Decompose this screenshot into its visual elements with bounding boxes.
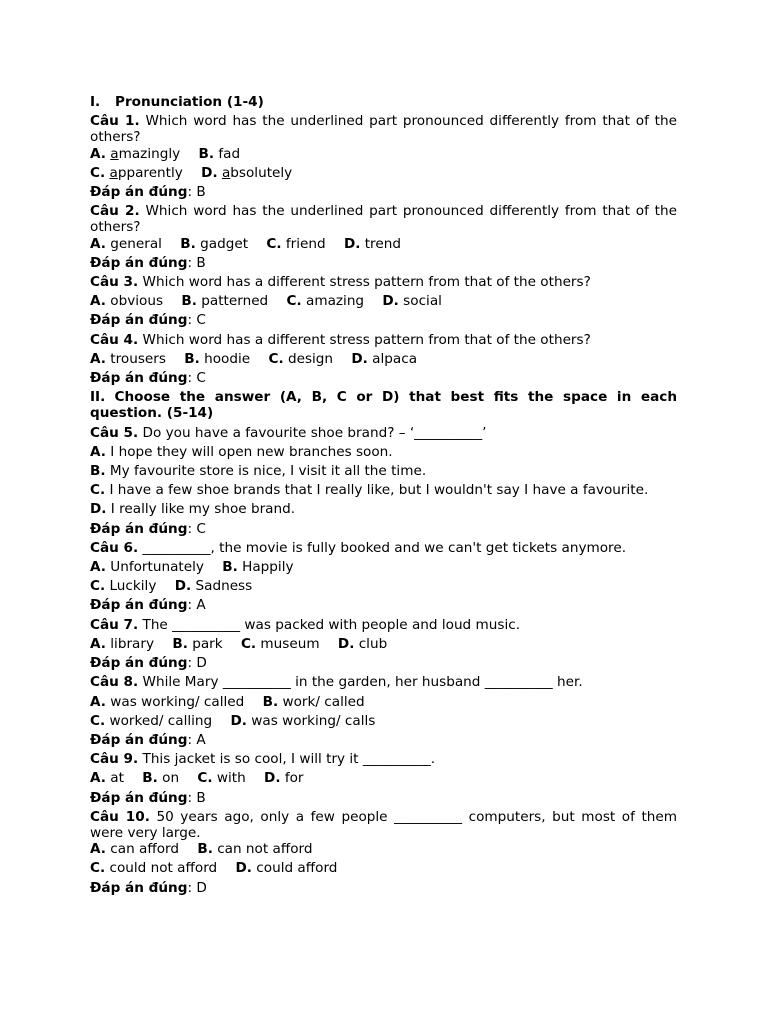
question-10 xyxy=(90,809,677,841)
document-page xyxy=(90,94,677,899)
option-a: A. can afford xyxy=(90,841,179,858)
question-9 xyxy=(90,751,677,767)
question-text: This jacket is so cool, I will try it __________. xyxy=(142,751,436,768)
section-heading-1 xyxy=(90,94,677,110)
option-a: A. library xyxy=(90,635,155,652)
answer-value: : A xyxy=(187,731,206,748)
question-6 xyxy=(90,540,677,556)
answer-line xyxy=(90,370,677,386)
options-row xyxy=(90,236,677,252)
option-c: C. museum xyxy=(240,635,320,652)
options-row xyxy=(90,860,677,876)
section-title: Pronunciation (1-4) xyxy=(115,94,264,110)
option-a: A. amazingly xyxy=(90,145,181,162)
question-label: Câu 1. xyxy=(90,113,140,130)
options-row xyxy=(90,146,677,162)
answer-line xyxy=(90,732,677,748)
option-b: B. can not afford xyxy=(197,841,313,858)
question-text: Which word has a different stress pattern from that of the others? xyxy=(142,274,591,291)
question-label: Câu 2. xyxy=(90,203,140,220)
option-d: D. could afford xyxy=(235,860,338,877)
answer-label: Đáp án đúng xyxy=(90,789,188,806)
options-row xyxy=(90,694,677,710)
answer-value: : A xyxy=(187,597,206,614)
question-text: __________, the movie is fully booked and we can't get tickets anymore. xyxy=(142,539,627,556)
option-b: B. park xyxy=(172,635,223,652)
answer-label: Đáp án đúng xyxy=(90,312,188,329)
answer-label: Đáp án đúng xyxy=(90,184,188,201)
option-d: D. was working/ calls xyxy=(230,712,376,729)
options-row xyxy=(90,559,677,575)
option-a: A. at xyxy=(90,770,124,787)
answer-label: Đáp án đúng xyxy=(90,879,188,896)
underlined-part: a xyxy=(109,164,118,181)
question-label: Câu 9. xyxy=(90,751,139,768)
question-label: Câu 6. xyxy=(90,539,139,556)
answer-line xyxy=(90,521,677,537)
options-row xyxy=(90,165,677,181)
option-c: C. friend xyxy=(266,235,326,252)
option-d: D. I really like my shoe brand. xyxy=(90,501,296,518)
answer-label: Đáp án đúng xyxy=(90,597,188,614)
answer-line xyxy=(90,880,677,896)
option-d: D. Sadness xyxy=(174,578,253,595)
option-b: B. My favourite store is nice, I visit it all the time. xyxy=(90,463,427,480)
option-d: D. alpaca xyxy=(351,350,418,367)
answer-line xyxy=(90,790,677,806)
question-7 xyxy=(90,617,677,633)
options-row xyxy=(90,636,677,652)
answer-label: Đáp án đúng xyxy=(90,254,188,271)
option-b: B. Happily xyxy=(222,559,294,576)
question-4 xyxy=(90,332,677,348)
question-text: Which word has the underlined part pronounced differently from that of the others? xyxy=(90,113,677,146)
option-c: C. design xyxy=(268,350,334,367)
option-d: D. absolutely xyxy=(201,164,293,181)
question-label: Câu 4. xyxy=(90,331,139,348)
answer-line xyxy=(90,255,677,271)
option-d: D. club xyxy=(337,635,388,652)
answer-line xyxy=(90,597,677,613)
option-c: C. Luckily xyxy=(90,578,157,595)
option-d: D. for xyxy=(264,770,304,787)
options-row xyxy=(90,713,677,729)
options-row xyxy=(90,578,677,594)
question-label: Câu 3. xyxy=(90,274,139,291)
question-5 xyxy=(90,425,677,441)
section-number: I. xyxy=(90,94,101,110)
option-c: C. I have a few shoe brands that I really like, but I wouldn't say I have a favourite. xyxy=(90,482,649,499)
answer-value: : C xyxy=(187,370,206,387)
answer-value: : B xyxy=(187,254,206,271)
question-label: Câu 8. xyxy=(90,674,139,691)
question-text: Do you have a favourite shoe brand? – ‘__________’ xyxy=(142,424,487,441)
answer-line xyxy=(90,184,677,200)
question-8 xyxy=(90,674,677,690)
option-b: B. fad xyxy=(198,145,241,162)
answer-label: Đáp án đúng xyxy=(90,655,188,672)
option-c: C. worked/ calling xyxy=(90,712,213,729)
answer-label: Đáp án đúng xyxy=(90,731,188,748)
question-text: The __________ was packed with people and loud music. xyxy=(142,616,521,633)
option-b: B. on xyxy=(142,770,180,787)
option-b: B. patterned xyxy=(181,293,269,310)
options-row xyxy=(90,770,677,786)
answer-value: : B xyxy=(187,789,206,806)
option-d: D. trend xyxy=(343,235,401,252)
answer-value: : D xyxy=(187,879,207,896)
option-c: C. amazing xyxy=(286,293,365,310)
option-a: A. trousers xyxy=(90,350,166,367)
option-a: A. was working/ called xyxy=(90,693,245,710)
option-b: B. hoodie xyxy=(184,350,251,367)
answer-value: : C xyxy=(187,520,206,537)
question-text: 50 years ago, only a few people __________ computers, but most of them were very large. xyxy=(90,808,677,841)
option-b: B. gadget xyxy=(180,235,249,252)
answer-line xyxy=(90,312,677,328)
question-text: While Mary __________ in the garden, her husband __________ her. xyxy=(142,674,583,691)
question-label: Câu 7. xyxy=(90,616,139,633)
options-row xyxy=(90,351,677,367)
question-text: Which word has the underlined part pronounced differently from that of the others? xyxy=(90,203,677,236)
question-label: Câu 5. xyxy=(90,424,139,441)
option-a: A. Unfortunately xyxy=(90,559,204,576)
option-a: A. general xyxy=(90,235,162,252)
option-c: C. could not afford xyxy=(90,860,218,877)
section-heading-2 xyxy=(90,389,677,421)
option-b: B. work/ called xyxy=(262,693,365,710)
underlined-part: a xyxy=(110,145,119,162)
question-2 xyxy=(90,203,677,235)
question-1 xyxy=(90,113,677,145)
answer-value: : B xyxy=(187,184,206,201)
answer-label: Đáp án đúng xyxy=(90,370,188,387)
answer-value: : D xyxy=(187,655,207,672)
answer-value: : C xyxy=(187,312,206,329)
answer-label: Đáp án đúng xyxy=(90,520,188,537)
options-row xyxy=(90,293,677,309)
option-c: C. apparently xyxy=(90,164,183,181)
question-text: Which word has a different stress pattern from that of the others? xyxy=(142,331,591,348)
question-label: Câu 10. xyxy=(90,808,150,825)
option-a: A. obvious xyxy=(90,293,164,310)
option-d: D. social xyxy=(382,293,442,310)
section-title: Choose the answer (A, B, C or D) that best fits the space in each question. (5-14) xyxy=(90,389,677,422)
section-number: II. xyxy=(90,389,106,406)
option-c: C. with xyxy=(197,770,246,787)
options-row xyxy=(90,841,677,857)
answer-line xyxy=(90,655,677,671)
question-3 xyxy=(90,274,677,290)
option-a: A. I hope they will open new branches soon. xyxy=(90,443,393,460)
underlined-part: a xyxy=(221,164,231,181)
